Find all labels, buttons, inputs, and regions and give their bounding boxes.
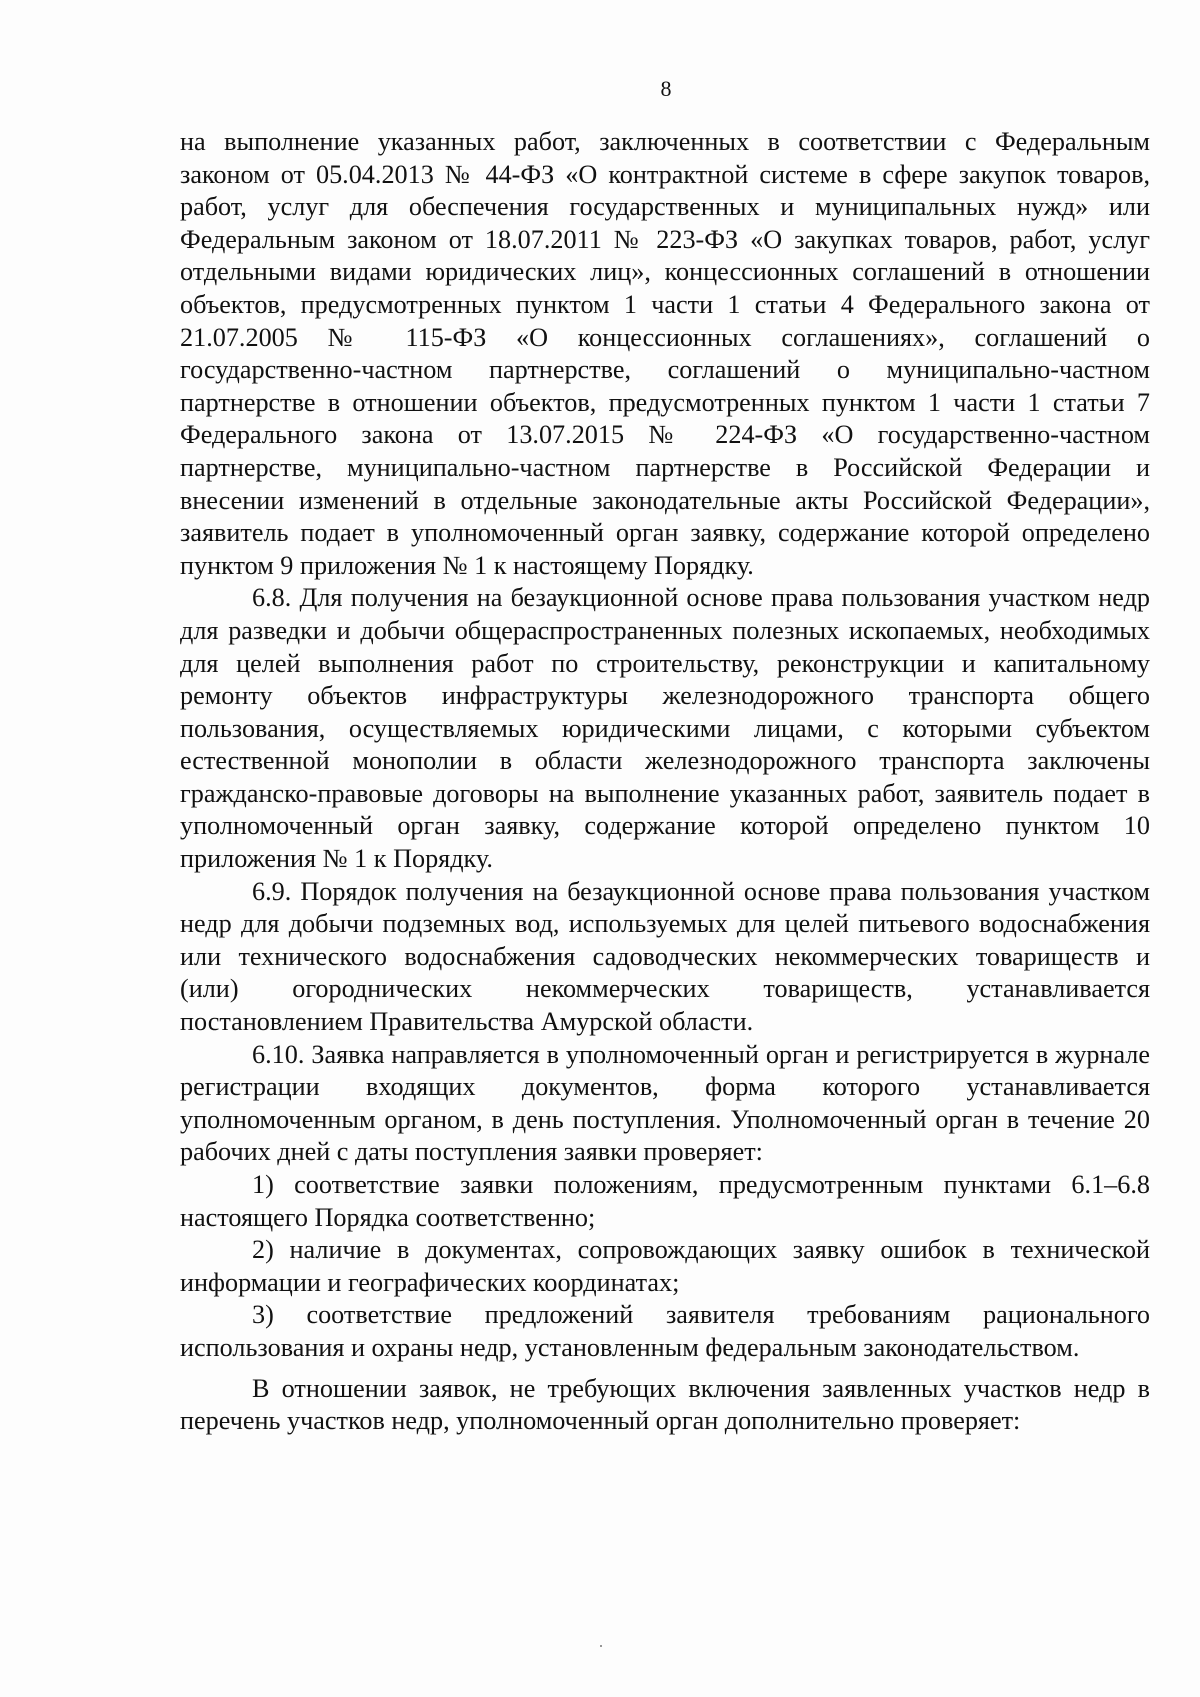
page-number: 8 (660, 76, 672, 101)
list-item-1: 1) соответствие заявки положениям, предусмотренным пунктами 6.1–6.8 настоящего Порядка соответственно; (180, 1170, 1150, 1232)
paragraph-6-10: 6.10. Заявка направляется в уполномоченный орган и регистрируется в журнале регистрации входящих документов, форма которого устанавливается уполномоченным органом, в день поступления. Уполномоченный орган в течение 20 рабочих дней с даты поступления заявки проверяет: (180, 1039, 1150, 1167)
paragraph-additional-check: В отношении заявок, не требующих включения заявленных участков недр в перечень участков недр, уполномоченный орган дополнительно проверяет: (180, 1373, 1150, 1436)
document-body (180, 126, 1150, 1438)
list-item-3: 3) соответствие предложений заявителя требованиям рационального использования и охраны недр, установленным федеральным законодательством. (180, 1300, 1150, 1362)
paragraph-6-9: 6.9. Порядок получения на безаукционной основе права пользования участком недр для добычи подземных вод, используемых для целей питьевого водоснабжения или технического водоснабжения садоводческих некоммерческих товариществ и (или) огороднических некоммерческих товариществ, устанавливается постановлением Правительства Амурской области. (180, 876, 1150, 1037)
scan-speck (600, 1645, 602, 1647)
list-item-2: 2) наличие в документах, сопровождающих заявку ошибок в технической информации и географических координатах; (180, 1235, 1150, 1297)
paragraph-6-8: 6.8. Для получения на безаукционной основе права пользования участком недр для разведки и добычи общераспространенных полезных ископаемых, необходимых для целей выполнения работ по строительству, реконструкции и капитальному ремонту объектов инфраструктуры железнодорожного транспорта общего пользования, осуществляемых юридическими лицами, с которыми субъектом естественной монополии в области железнодорожного транспорта заключены гражданско-правовые договоры на выполнение указанных работ, заявитель подает в уполномоченный орган заявку, содержание которой определено пунктом 10 приложения № 1 к Порядку. (180, 583, 1150, 874)
paragraph-continuation: на выполнение указанных работ, заключенных в соответствии с Федеральным законом от 05.04.2013 № 44-ФЗ «О контрактной системе в сфере закупок товаров, работ, услуг для обеспечения государственных и муниципальных нужд» или Федеральным законом от 18.07.2011 № 223-ФЗ «О закупках товаров, работ, услуг отдельными видами юридических лиц», концессионных соглашений в отношении объектов, предусмотренных пунктом 1 части 1 статьи 4 Федерального закона от 21.07.2005 № 115-ФЗ «О концессионных соглашениях», соглашений о государственно-частном партнерстве, соглашений о муниципально-частном партнерстве в отношении объектов, предусмотренных пунктом 1 части 1 статьи 7 Федерального закона от 13.07.2015 № 224-ФЗ «О государственно-частном партнерстве, муниципально-частном партнерстве в Российской Федерации и внесении изменений в отдельные законодательные акты Российской Федерации», заявитель подает в уполномоченный орган заявку, содержание которой определено пунктом 9 приложения № 1 к настоящему Порядку. (180, 127, 1150, 580)
